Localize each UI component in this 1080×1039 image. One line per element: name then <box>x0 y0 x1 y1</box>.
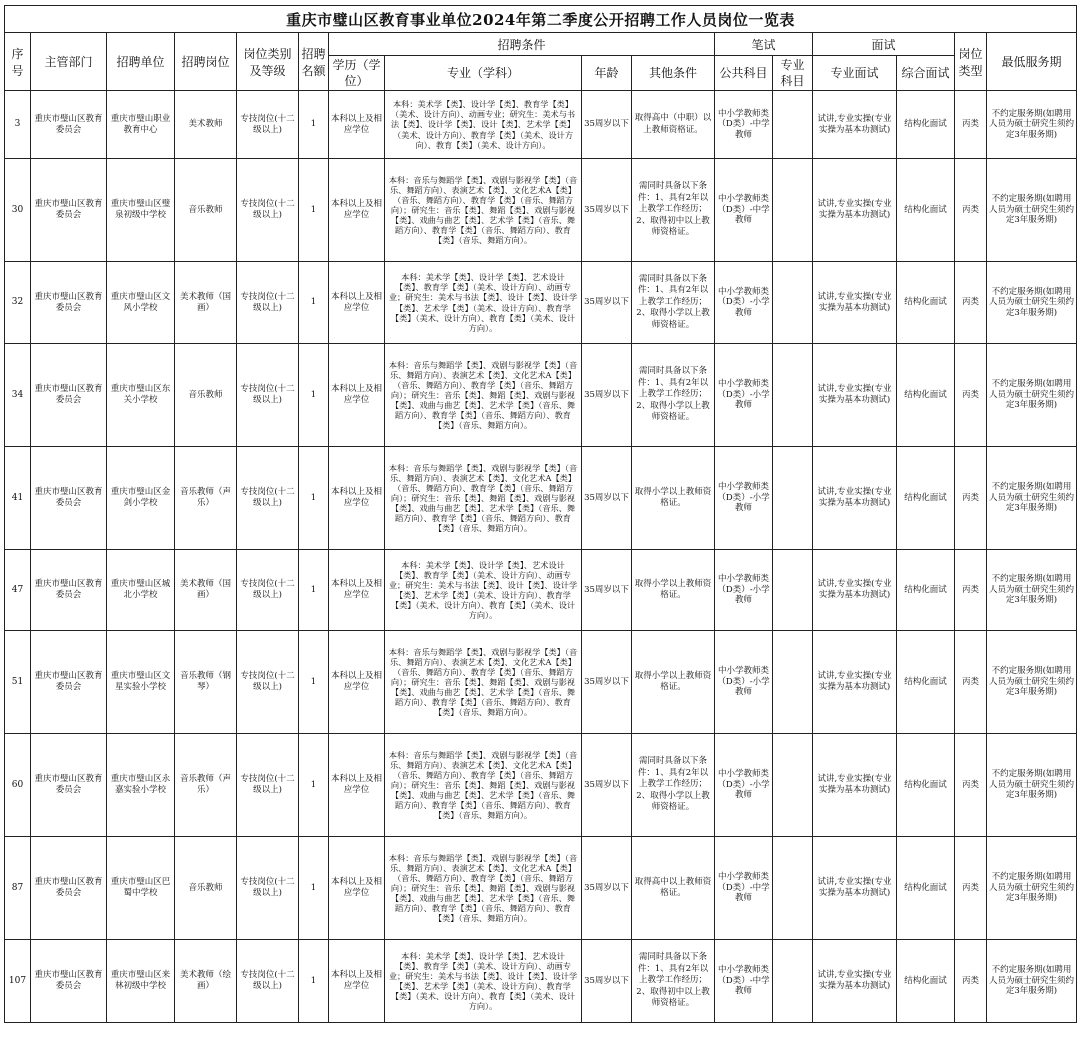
cell-edu: 本科以上及相应学位 <box>329 262 385 344</box>
cell-pro-interview: 试讲,专业实操(专业实操为基本功测试) <box>813 734 897 837</box>
cell-comp-interview: 结构化面试 <box>897 91 955 159</box>
cell-comp-interview: 结构化面试 <box>897 837 955 940</box>
cell-dept: 重庆市璧山区教育委员会 <box>31 447 107 550</box>
header-seq: 序号 <box>5 33 31 91</box>
cell-other: 取得高中以上教师资格证。 <box>632 837 715 940</box>
cell-major: 本科：音乐与舞蹈学【类】、戏剧与影视学【类】（音乐、舞蹈方向）、表演艺术【类】、文化艺术A【类】（音乐、舞蹈方向）、教育学【类】（音乐、舞蹈方向）；研究生：音乐【类】、舞蹈【类】、戏剧与影视【类】、戏曲与曲艺【类】、艺术学【类】（音乐、舞蹈方向）、教育学【类】（音乐、舞蹈方向）、教育【类】（音乐、舞蹈方向）。 <box>385 344 582 447</box>
header-post: 招聘岗位 <box>175 33 237 91</box>
cell-edu: 本科以上及相应学位 <box>329 159 385 262</box>
cell-post: 美术教师（国画） <box>175 550 237 631</box>
cell-unit: 重庆市璧山区来林初级中学校 <box>107 940 175 1023</box>
cell-dept: 重庆市璧山区教育委员会 <box>31 837 107 940</box>
cell-service: 不约定服务期(如聘用人员为硕士研究生须约定3年服务期) <box>987 631 1077 734</box>
cell-quota: 1 <box>299 262 329 344</box>
cell-quota: 1 <box>299 940 329 1023</box>
cell-post-type: 丙类 <box>955 262 987 344</box>
cell-age: 35周岁以下 <box>582 837 632 940</box>
header-quota: 招聘名额 <box>299 33 329 91</box>
cell-pro-subject <box>773 550 813 631</box>
cell-quota: 1 <box>299 447 329 550</box>
cell-major: 本科：音乐与舞蹈学【类】、戏剧与影视学【类】（音乐、舞蹈方向）、表演艺术【类】、文化艺术A【类】（音乐、舞蹈方向）、教育学【类】（音乐、舞蹈方向）；研究生：音乐【类】、舞蹈【类】、戏剧与影视【类】、戏曲与曲艺【类】、艺术学【类】（音乐、舞蹈方向）、教育学【类】（音乐、舞蹈方向）、教育【类】（音乐、舞蹈方向）。 <box>385 159 582 262</box>
cell-edu: 本科以上及相应学位 <box>329 550 385 631</box>
table-row <box>5 447 1077 550</box>
cell-post: 音乐教师（声乐） <box>175 447 237 550</box>
header-comp-interview: 综合面试 <box>897 56 955 91</box>
cell-edu: 本科以上及相应学位 <box>329 837 385 940</box>
cell-post: 音乐教师 <box>175 344 237 447</box>
cell-seq: 34 <box>5 344 31 447</box>
cell-service: 不约定服务期(如聘用人员为硕士研究生须约定3年服务期) <box>987 550 1077 631</box>
cell-comp-interview: 结构化面试 <box>897 940 955 1023</box>
cell-pro-interview: 试讲,专业实操(专业实操为基本功测试) <box>813 837 897 940</box>
header-edu: 学历（学位） <box>329 56 385 91</box>
cell-public-subject: 中小学教师类（D类）-小学教师 <box>715 550 773 631</box>
cell-comp-interview: 结构化面试 <box>897 550 955 631</box>
cell-category: 专技岗位(十二级以上) <box>237 631 299 734</box>
cell-category: 专技岗位(十二级以上) <box>237 344 299 447</box>
cell-category: 专技岗位(十二级以上) <box>237 447 299 550</box>
cell-pro-subject <box>773 837 813 940</box>
cell-seq: 51 <box>5 631 31 734</box>
cell-edu: 本科以上及相应学位 <box>329 91 385 159</box>
cell-seq: 60 <box>5 734 31 837</box>
cell-seq: 41 <box>5 447 31 550</box>
cell-dept: 重庆市璧山区教育委员会 <box>31 344 107 447</box>
cell-pro-subject <box>773 734 813 837</box>
header-pro-interview: 专业面试 <box>813 56 897 91</box>
cell-comp-interview: 结构化面试 <box>897 734 955 837</box>
cell-comp-interview: 结构化面试 <box>897 631 955 734</box>
cell-quota: 1 <box>299 159 329 262</box>
cell-post-type: 丙类 <box>955 159 987 262</box>
cell-edu: 本科以上及相应学位 <box>329 344 385 447</box>
cell-quota: 1 <box>299 91 329 159</box>
header-service: 最低服务期 <box>987 33 1077 91</box>
cell-post-type: 丙类 <box>955 837 987 940</box>
cell-service: 不约定服务期(如聘用人员为硕士研究生须约定3年服务期) <box>987 344 1077 447</box>
cell-public-subject: 中小学教师类（D类）-中学教师 <box>715 159 773 262</box>
cell-service: 不约定服务期(如聘用人员为硕士研究生须约定3年服务期) <box>987 91 1077 159</box>
cell-unit: 重庆市璧山区东关小学校 <box>107 344 175 447</box>
cell-dept: 重庆市璧山区教育委员会 <box>31 262 107 344</box>
cell-pro-subject <box>773 344 813 447</box>
cell-pro-subject <box>773 91 813 159</box>
cell-public-subject: 中小学教师类（D类）-中学教师 <box>715 91 773 159</box>
cell-dept: 重庆市璧山区教育委员会 <box>31 159 107 262</box>
cell-dept: 重庆市璧山区教育委员会 <box>31 631 107 734</box>
cell-service: 不约定服务期(如聘用人员为硕士研究生须约定3年服务期) <box>987 940 1077 1023</box>
cell-major: 本科：美术学【类】、设计学【类】、艺术设计【类】、教育学【类】（美术、设计方向）、动画专业；研究生：美术与书法【类】、设计【类】、设计学【类】、艺术学【类】（美术、设计方向）、教育学【类】（美术、设计方向）、教育【类】（美术、设计方向）。 <box>385 262 582 344</box>
cell-public-subject: 中小学教师类（D类）-小学教师 <box>715 734 773 837</box>
cell-pro-interview: 试讲,专业实操(专业实操为基本功测试) <box>813 447 897 550</box>
cell-category: 专技岗位(十二级以上) <box>237 734 299 837</box>
cell-other: 取得高中（中职）以上教师资格证。 <box>632 91 715 159</box>
cell-post-type: 丙类 <box>955 344 987 447</box>
cell-pro-subject <box>773 447 813 550</box>
cell-age: 35周岁以下 <box>582 91 632 159</box>
cell-quota: 1 <box>299 734 329 837</box>
cell-quota: 1 <box>299 550 329 631</box>
table-row <box>5 550 1077 631</box>
cell-post: 美术教师 <box>175 91 237 159</box>
cell-unit: 重庆市璧山区璧泉初级中学校 <box>107 159 175 262</box>
cell-post-type: 丙类 <box>955 734 987 837</box>
cell-age: 35周岁以下 <box>582 631 632 734</box>
cell-post-type: 丙类 <box>955 91 987 159</box>
cell-major: 本科：美术学【类】、设计学【类】、艺术设计【类】、教育学【类】（美术、设计方向）、动画专业；研究生：美术与书法【类】、设计【类】、设计学【类】、艺术学【类】（美术、设计方向）、教育学【类】（美术、设计方向）、教育【类】（美术、设计方向）。 <box>385 940 582 1023</box>
cell-age: 35周岁以下 <box>582 159 632 262</box>
cell-other: 取得小学以上教师资格证。 <box>632 631 715 734</box>
header-age: 年龄 <box>582 56 632 91</box>
cell-post-type: 丙类 <box>955 550 987 631</box>
cell-unit: 重庆市璧山区城北小学校 <box>107 550 175 631</box>
cell-pro-interview: 试讲,专业实操(专业实操为基本功测试) <box>813 262 897 344</box>
table-row <box>5 262 1077 344</box>
cell-public-subject: 中小学教师类（D类）-小学教师 <box>715 447 773 550</box>
cell-age: 35周岁以下 <box>582 262 632 344</box>
cell-other: 需同时具备以下条件：1、具有2年以上教学工作经历；2、取得小学以上教师资格证。 <box>632 734 715 837</box>
cell-service: 不约定服务期(如聘用人员为硕士研究生须约定3年服务期) <box>987 159 1077 262</box>
cell-other: 需同时具备以下条件：1、具有2年以上教学工作经历；2、取得初中以上教师资格证。 <box>632 940 715 1023</box>
cell-dept: 重庆市璧山区教育委员会 <box>31 91 107 159</box>
cell-comp-interview: 结构化面试 <box>897 447 955 550</box>
cell-major: 本科：美术学【类】、设计学【类】、教育学【类】（美术、设计方向）、动画专业；研究生：美术与书法【类】、设计学【类】、设计【类】、艺术学【类】（美术、设计方向）、教育学【类】（美术、设计方向）、教育【类】（美术、设计方向）。 <box>385 91 582 159</box>
cell-service: 不约定服务期(如聘用人员为硕士研究生须约定3年服务期) <box>987 837 1077 940</box>
cell-post: 音乐教师（声乐） <box>175 734 237 837</box>
header-conditions: 招聘条件 <box>329 33 715 56</box>
cell-post-type: 丙类 <box>955 631 987 734</box>
cell-age: 35周岁以下 <box>582 550 632 631</box>
cell-pro-subject <box>773 940 813 1023</box>
cell-post: 音乐教师（钢琴） <box>175 631 237 734</box>
header-unit: 招聘单位 <box>107 33 175 91</box>
cell-public-subject: 中小学教师类（D类）-中学教师 <box>715 940 773 1023</box>
cell-major: 本科：音乐与舞蹈学【类】、戏剧与影视学【类】（音乐、舞蹈方向）、表演艺术【类】、文化艺术A【类】（音乐、舞蹈方向）、教育学【类】（音乐、舞蹈方向）；研究生：音乐【类】、舞蹈【类】、戏剧与影视【类】、戏曲与曲艺【类】、艺术学【类】（音乐、舞蹈方向）、教育学【类】（音乐、舞蹈方向）、教育【类】（音乐、舞蹈方向）。 <box>385 447 582 550</box>
cell-service: 不约定服务期(如聘用人员为硕士研究生须约定3年服务期) <box>987 734 1077 837</box>
cell-seq: 30 <box>5 159 31 262</box>
cell-unit: 重庆市璧山职业教育中心 <box>107 91 175 159</box>
cell-quota: 1 <box>299 837 329 940</box>
cell-edu: 本科以上及相应学位 <box>329 940 385 1023</box>
cell-category: 专技岗位(十二级以上) <box>237 91 299 159</box>
cell-comp-interview: 结构化面试 <box>897 344 955 447</box>
cell-other: 取得小学以上教师资格证。 <box>632 550 715 631</box>
cell-seq: 47 <box>5 550 31 631</box>
cell-comp-interview: 结构化面试 <box>897 159 955 262</box>
header-other: 其他条件 <box>632 56 715 91</box>
cell-unit: 重庆市璧山区文风小学校 <box>107 262 175 344</box>
cell-pro-subject <box>773 262 813 344</box>
header-interview: 面试 <box>813 33 955 56</box>
cell-post: 美术教师（绘画） <box>175 940 237 1023</box>
cell-post-type: 丙类 <box>955 940 987 1023</box>
cell-category: 专技岗位(十二级以上) <box>237 837 299 940</box>
cell-seq: 107 <box>5 940 31 1023</box>
header-pro-subject: 专业科目 <box>773 56 813 91</box>
cell-major: 本科：美术学【类】、设计学【类】、艺术设计【类】、教育学【类】（美术、设计方向）、动画专业；研究生：美术与书法【类】、设计【类】、设计学【类】、艺术学【类】（美术、设计方向）、教育学【类】（美术、设计方向）、教育【类】（美术、设计方向）。 <box>385 550 582 631</box>
header-category: 岗位类别及等级 <box>237 33 299 91</box>
cell-pro-interview: 试讲,专业实操(专业实操为基本功测试) <box>813 344 897 447</box>
table-row <box>5 631 1077 734</box>
cell-major: 本科：音乐与舞蹈学【类】、戏剧与影视学【类】（音乐、舞蹈方向）、表演艺术【类】、文化艺术A【类】（音乐、舞蹈方向）、教育学【类】（音乐、舞蹈方向）；研究生：音乐【类】、舞蹈【类】、戏剧与影视【类】、戏曲与曲艺【类】、艺术学【类】（音乐、舞蹈方向）、教育学【类】（音乐、舞蹈方向）、教育【类】（音乐、舞蹈方向）。 <box>385 837 582 940</box>
recruitment-table <box>4 5 1077 1023</box>
cell-pro-interview: 试讲,专业实操(专业实操为基本功测试) <box>813 91 897 159</box>
cell-seq: 3 <box>5 91 31 159</box>
cell-unit: 重庆市璧山区永嘉实验小学校 <box>107 734 175 837</box>
header-major: 专业（学科） <box>385 56 582 91</box>
header-dept: 主管部门 <box>31 33 107 91</box>
cell-age: 35周岁以下 <box>582 447 632 550</box>
cell-age: 35周岁以下 <box>582 940 632 1023</box>
cell-post: 音乐教师 <box>175 159 237 262</box>
cell-post: 音乐教师 <box>175 837 237 940</box>
cell-age: 35周岁以下 <box>582 734 632 837</box>
cell-age: 35周岁以下 <box>582 344 632 447</box>
cell-category: 专技岗位(十二级以上) <box>237 159 299 262</box>
cell-edu: 本科以上及相应学位 <box>329 734 385 837</box>
cell-category: 专技岗位(十二级以上) <box>237 262 299 344</box>
table-row <box>5 734 1077 837</box>
cell-pro-interview: 试讲,专业实操(专业实操为基本功测试) <box>813 631 897 734</box>
table-row <box>5 837 1077 940</box>
cell-seq: 87 <box>5 837 31 940</box>
cell-pro-interview: 试讲,专业实操(专业实操为基本功测试) <box>813 159 897 262</box>
cell-edu: 本科以上及相应学位 <box>329 631 385 734</box>
cell-major: 本科：音乐与舞蹈学【类】、戏剧与影视学【类】（音乐、舞蹈方向）、表演艺术【类】、文化艺术A【类】（音乐、舞蹈方向）、教育学【类】（音乐、舞蹈方向）；研究生：音乐【类】、舞蹈【类】、戏剧与影视【类】、戏曲与曲艺【类】、艺术学【类】（音乐、舞蹈方向）、教育学【类】（音乐、舞蹈方向）、教育【类】（音乐、舞蹈方向）。 <box>385 631 582 734</box>
cell-pro-interview: 试讲,专业实操(专业实操为基本功测试) <box>813 940 897 1023</box>
cell-edu: 本科以上及相应学位 <box>329 447 385 550</box>
cell-comp-interview: 结构化面试 <box>897 262 955 344</box>
table-row <box>5 91 1077 159</box>
cell-public-subject: 中小学教师类（D类）-小学教师 <box>715 262 773 344</box>
cell-quota: 1 <box>299 344 329 447</box>
cell-public-subject: 中小学教师类（D类）-小学教师 <box>715 631 773 734</box>
table-row <box>5 159 1077 262</box>
cell-major: 本科：音乐与舞蹈学【类】、戏剧与影视学【类】（音乐、舞蹈方向）、表演艺术【类】、文化艺术A【类】（音乐、舞蹈方向）、教育学【类】（音乐、舞蹈方向）；研究生：音乐【类】、舞蹈【类】、戏剧与影视【类】、戏曲与曲艺【类】、艺术学【类】（音乐、舞蹈方向）、教育学【类】（音乐、舞蹈方向）、教育【类】（音乐、舞蹈方向）。 <box>385 734 582 837</box>
page-title: 重庆市璧山区教育事业单位2024年第二季度公开招聘工作人员岗位一览表 <box>5 6 1077 33</box>
cell-service: 不约定服务期(如聘用人员为硕士研究生须约定3年服务期) <box>987 262 1077 344</box>
cell-other: 取得小学以上教师资格证。 <box>632 447 715 550</box>
table-row <box>5 344 1077 447</box>
cell-category: 专技岗位(十二级以上) <box>237 550 299 631</box>
cell-other: 需同时具备以下条件：1、具有2年以上教学工作经历；2、取得初中以上教师资格证。 <box>632 159 715 262</box>
cell-dept: 重庆市璧山区教育委员会 <box>31 940 107 1023</box>
cell-category: 专技岗位(十二级以上) <box>237 940 299 1023</box>
cell-other: 需同时具备以下条件：1、具有2年以上教学工作经历；2、取得小学以上教师资格证。 <box>632 344 715 447</box>
cell-dept: 重庆市璧山区教育委员会 <box>31 550 107 631</box>
cell-seq: 32 <box>5 262 31 344</box>
cell-service: 不约定服务期(如聘用人员为硕士研究生须约定3年服务期) <box>987 447 1077 550</box>
cell-public-subject: 中小学教师类（D类）-小学教师 <box>715 344 773 447</box>
cell-public-subject: 中小学教师类（D类）-中学教师 <box>715 837 773 940</box>
cell-pro-interview: 试讲,专业实操(专业实操为基本功测试) <box>813 550 897 631</box>
cell-pro-subject <box>773 631 813 734</box>
header-public-subject: 公共科目 <box>715 56 773 91</box>
cell-pro-subject <box>773 159 813 262</box>
table-row <box>5 940 1077 1023</box>
cell-other: 需同时具备以下条件：1、具有2年以上教学工作经历；2、取得小学以上教师资格证。 <box>632 262 715 344</box>
cell-post: 美术教师（国画） <box>175 262 237 344</box>
cell-unit: 重庆市璧山区巴蜀中学校 <box>107 837 175 940</box>
header-written: 笔试 <box>715 33 813 56</box>
cell-dept: 重庆市璧山区教育委员会 <box>31 734 107 837</box>
cell-unit: 重庆市璧山区文星实验小学校 <box>107 631 175 734</box>
header-post-type: 岗位类型 <box>955 33 987 91</box>
cell-quota: 1 <box>299 631 329 734</box>
cell-post-type: 丙类 <box>955 447 987 550</box>
cell-unit: 重庆市璧山区金剑小学校 <box>107 447 175 550</box>
